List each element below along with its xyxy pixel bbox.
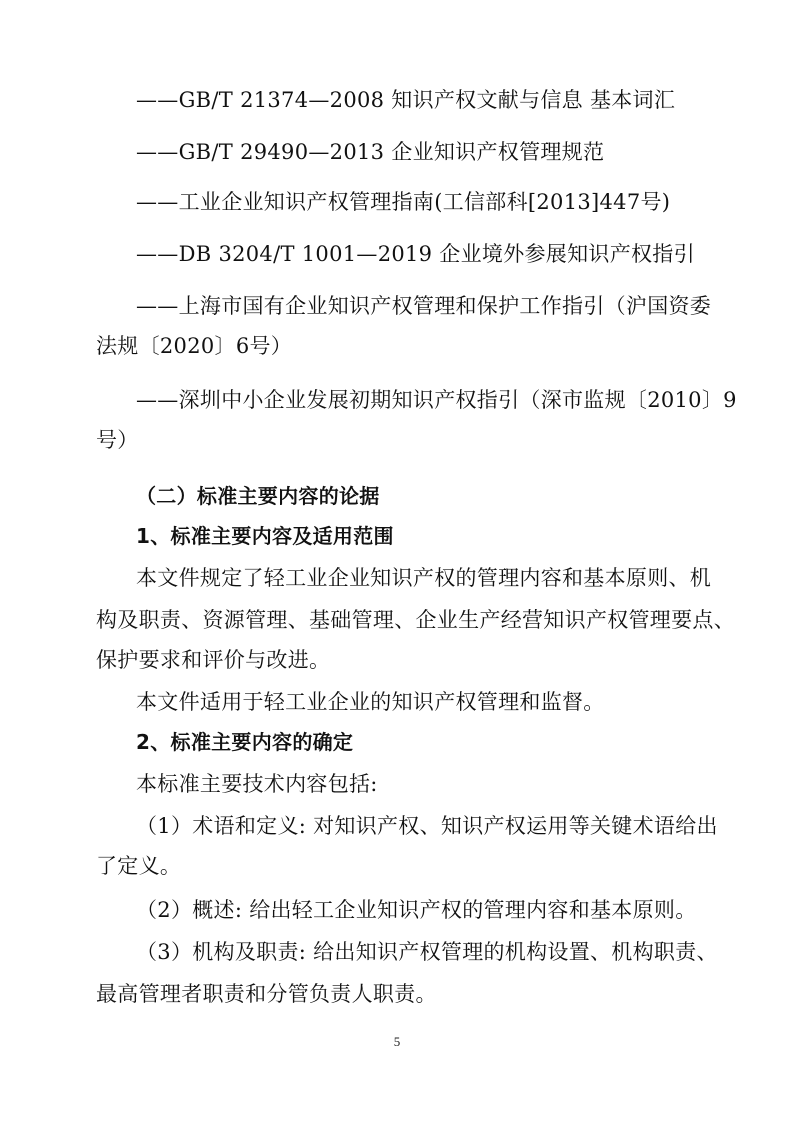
paragraph-line: 构及职责、资源管理、基础管理、企业生产经营知识产权管理要点、 — [96, 608, 735, 632]
list-item-continuation: 最高管理者职责和分管负责人职责。 — [96, 982, 437, 1006]
reference-item: ——DB 3204/T 1001—2019 企业境外参展知识产权指引 — [136, 242, 695, 266]
paragraph-line: 本文件规定了轻工业企业知识产权的管理内容和基本原则、机 — [136, 566, 712, 590]
paragraph-line: 保护要求和评价与改进。 — [96, 648, 331, 672]
section-heading: （二）标准主要内容的论据 — [136, 484, 380, 508]
subsection-heading: 2、标准主要内容的确定 — [136, 730, 354, 754]
subsection-heading: 1、标准主要内容及适用范围 — [136, 524, 394, 548]
paragraph-line: 本文件适用于轻工业企业的知识产权管理和监督。 — [136, 690, 605, 714]
list-item: （2）概述: 给出轻工企业知识产权的管理内容和基本原则。 — [136, 898, 697, 922]
reference-item: ——工业企业知识产权管理指南(工信部科[2013]447号) — [136, 190, 671, 214]
reference-item: ——GB/T 21374—2008 知识产权文献与信息 基本词汇 — [136, 88, 676, 112]
list-item-continuation: 了定义。 — [96, 854, 182, 878]
reference-item: ——深圳中小企业发展初期知识产权指引（深市监规〔2010〕9 — [136, 388, 737, 412]
list-item: （3）机构及职责: 给出知识产权管理的机构设置、机构职责、 — [136, 940, 718, 964]
list-item: （1）术语和定义: 对知识产权、知识产权运用等关键术语给出 — [136, 814, 718, 838]
reference-item: ——上海市国有企业知识产权管理和保护工作指引（沪国资委 — [136, 294, 712, 318]
reference-item-continuation: 法规〔2020〕6号） — [96, 334, 293, 358]
reference-item-continuation: 号） — [96, 428, 139, 452]
reference-item: ——GB/T 29490—2013 企业知识产权管理规范 — [136, 140, 605, 164]
page-number: 5 — [393, 1034, 401, 1049]
paragraph-line: 本标准主要技术内容包括: — [136, 772, 378, 796]
